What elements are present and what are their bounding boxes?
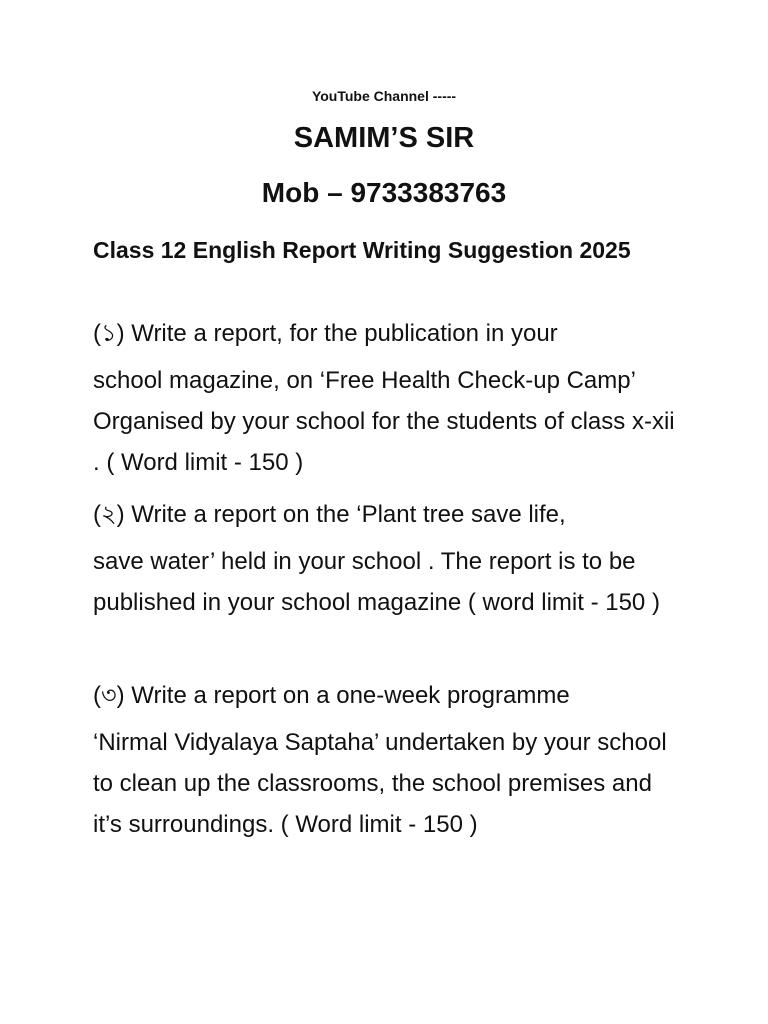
channel-name: SAMIM’S SIR (293, 122, 475, 154)
question-2-first-line: (২) Write a report on the ‘Plant tree save life, (93, 501, 566, 528)
question-1-text: school magazine, on ‘Free Health Check-up Camp’ Organised by your school for the students of class x-xii . ( Word limit - 150 ) (93, 367, 675, 476)
question-2 (93, 494, 683, 623)
document-title: Class 12 English Report Writing Suggestion 2025 (93, 237, 631, 263)
mobile-number: Mob – 9733383763 (261, 177, 507, 208)
question-3 (93, 675, 683, 845)
question-3-first-line: (৩) Write a report on a one-week programme (93, 682, 570, 709)
question-3-text: ‘Nirmal Vidyalaya Saptaha’ undertaken by your school to clean up the classrooms, the school premises and it’s surroundings. ( Word limit - 150 ) (93, 729, 667, 838)
question-2-text: save water’ held in your school . The report is to be published in your school magazine ( word limit - 150 ) (93, 548, 660, 616)
question-1 (93, 313, 683, 483)
question-1-first-line: (১) Write a report, for the publication in your (93, 320, 558, 347)
youtube-channel-label: YouTube Channel ----- (311, 88, 457, 104)
